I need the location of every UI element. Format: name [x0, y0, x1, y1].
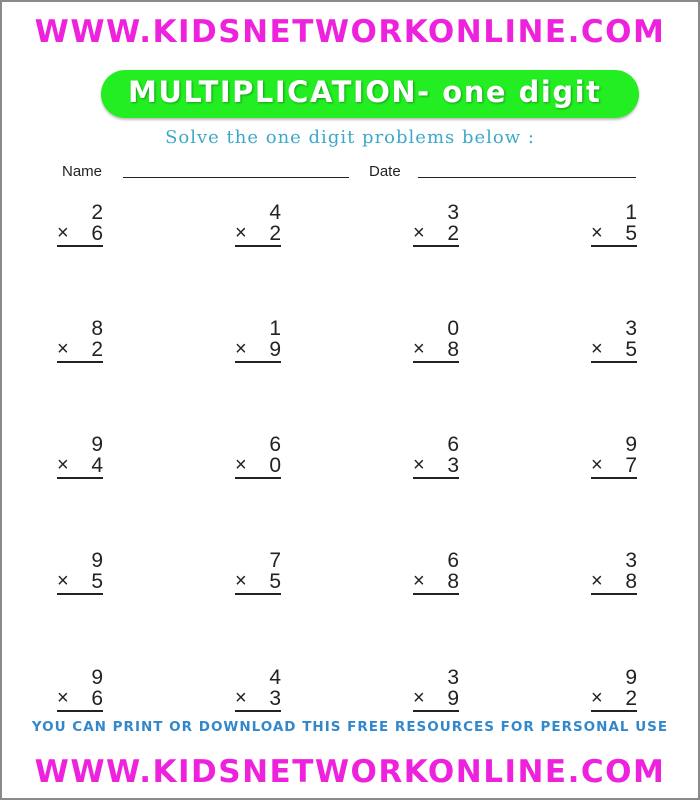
problem-2-3 [413, 318, 459, 363]
instructions: Solve the one digit problems below : [165, 127, 535, 148]
multiplicand: 2 [91, 201, 103, 224]
multiplier: 8 [625, 570, 637, 593]
problem-3-4 [591, 434, 637, 479]
multiplier: 5 [91, 570, 103, 593]
multiply-sign: × [591, 454, 603, 476]
problem-4-3 [413, 550, 459, 595]
multiplier-row [591, 455, 637, 479]
multiply-sign: × [591, 338, 603, 360]
multiplier-row [591, 571, 637, 595]
multiplier-row [413, 571, 459, 595]
multiplicand: 3 [625, 549, 637, 572]
site-url-footer[interactable]: WWW.KIDSNETWORKONLINE.COM [34, 754, 666, 790]
multiplier-row [591, 339, 637, 363]
multiplicand: 9 [625, 433, 637, 456]
multiply-sign: × [591, 570, 603, 592]
problem-4-2 [235, 550, 281, 595]
multiplier-row [235, 688, 281, 712]
site-url-header[interactable]: WWW.KIDSNETWORKONLINE.COM [34, 14, 666, 50]
multiplier: 6 [91, 687, 103, 710]
problem-5-3 [413, 667, 459, 712]
multiplicand: 9 [625, 666, 637, 689]
problem-4-4 [591, 550, 637, 595]
multiplier-row [57, 571, 103, 595]
problem-2-4 [591, 318, 637, 363]
multiplicand: 6 [447, 549, 459, 572]
footer-note: YOU CAN PRINT OR DOWNLOAD THIS FREE RESOURCES FOR PERSONAL USE [31, 719, 669, 735]
multiply-sign: × [57, 687, 69, 709]
multiplier-row [413, 223, 459, 247]
multiplicand: 9 [91, 433, 103, 456]
problem-5-1 [57, 667, 103, 712]
multiplier-row [413, 688, 459, 712]
problem-3-3 [413, 434, 459, 479]
multiplier: 2 [625, 687, 637, 710]
multiply-sign: × [235, 454, 247, 476]
multiply-sign: × [57, 222, 69, 244]
multiplier: 2 [447, 222, 459, 245]
multiply-sign: × [235, 338, 247, 360]
multiplicand: 3 [447, 201, 459, 224]
multiplicand: 6 [447, 433, 459, 456]
multiplicand: 9 [91, 549, 103, 572]
multiplicand: 3 [625, 317, 637, 340]
multiplicand: 0 [447, 317, 459, 340]
problem-2-2 [235, 318, 281, 363]
multiplier: 8 [447, 338, 459, 361]
multiplier-row [57, 688, 103, 712]
multiply-sign: × [235, 570, 247, 592]
multiplier: 5 [625, 338, 637, 361]
name-label: Name [62, 163, 103, 180]
problem-2-1 [57, 318, 103, 363]
problem-1-3 [413, 202, 459, 247]
multiplier-row [235, 455, 281, 479]
problem-1-1 [57, 202, 103, 247]
multiplier: 2 [91, 338, 103, 361]
multiply-sign: × [413, 338, 425, 360]
title-banner [101, 70, 639, 118]
problem-1-4 [591, 202, 637, 247]
multiplier: 6 [91, 222, 103, 245]
multiplier: 3 [447, 454, 459, 477]
multiplier-row [235, 223, 281, 247]
multiplicand: 8 [91, 317, 103, 340]
multiplier: 3 [269, 687, 281, 710]
multiplicand: 3 [447, 666, 459, 689]
multiplier-row [235, 571, 281, 595]
problem-1-2 [235, 202, 281, 247]
multiplier-row [57, 455, 103, 479]
multiply-sign: × [413, 222, 425, 244]
multiplier-row [591, 223, 637, 247]
problem-4-1 [57, 550, 103, 595]
problem-5-2 [235, 667, 281, 712]
multiply-sign: × [235, 687, 247, 709]
multiplier-row [57, 339, 103, 363]
multiplier: 9 [447, 687, 459, 710]
multiplier-row [57, 223, 103, 247]
multiplier-row [413, 339, 459, 363]
multiplier: 0 [269, 454, 281, 477]
multiplier: 9 [269, 338, 281, 361]
multiply-sign: × [57, 338, 69, 360]
multiplicand: 7 [269, 549, 281, 572]
date-line [418, 177, 636, 178]
multiply-sign: × [413, 454, 425, 476]
multiplicand: 1 [625, 201, 637, 224]
multiply-sign: × [57, 570, 69, 592]
multiplicand: 1 [269, 317, 281, 340]
multiply-sign: × [235, 222, 247, 244]
problem-3-1 [57, 434, 103, 479]
multiply-sign: × [413, 570, 425, 592]
multiplicand: 6 [269, 433, 281, 456]
multiply-sign: × [413, 687, 425, 709]
multiplier-row [413, 455, 459, 479]
multiplier-row [591, 688, 637, 712]
multiplier: 8 [447, 570, 459, 593]
multiplier: 2 [269, 222, 281, 245]
multiplicand: 4 [269, 201, 281, 224]
multiply-sign: × [591, 222, 603, 244]
multiplier: 5 [625, 222, 637, 245]
multiplier: 7 [625, 454, 637, 477]
multiplier: 5 [269, 570, 281, 593]
problem-5-4 [591, 667, 637, 712]
multiplicand: 9 [91, 666, 103, 689]
problem-3-2 [235, 434, 281, 479]
multiplicand: 4 [269, 666, 281, 689]
worksheet-title: MULTIPLICATION- one digit [128, 75, 602, 109]
multiplier: 4 [91, 454, 103, 477]
date-label: Date [369, 163, 401, 180]
name-line [123, 177, 349, 178]
multiply-sign: × [591, 687, 603, 709]
multiply-sign: × [57, 454, 69, 476]
multiplier-row [235, 339, 281, 363]
